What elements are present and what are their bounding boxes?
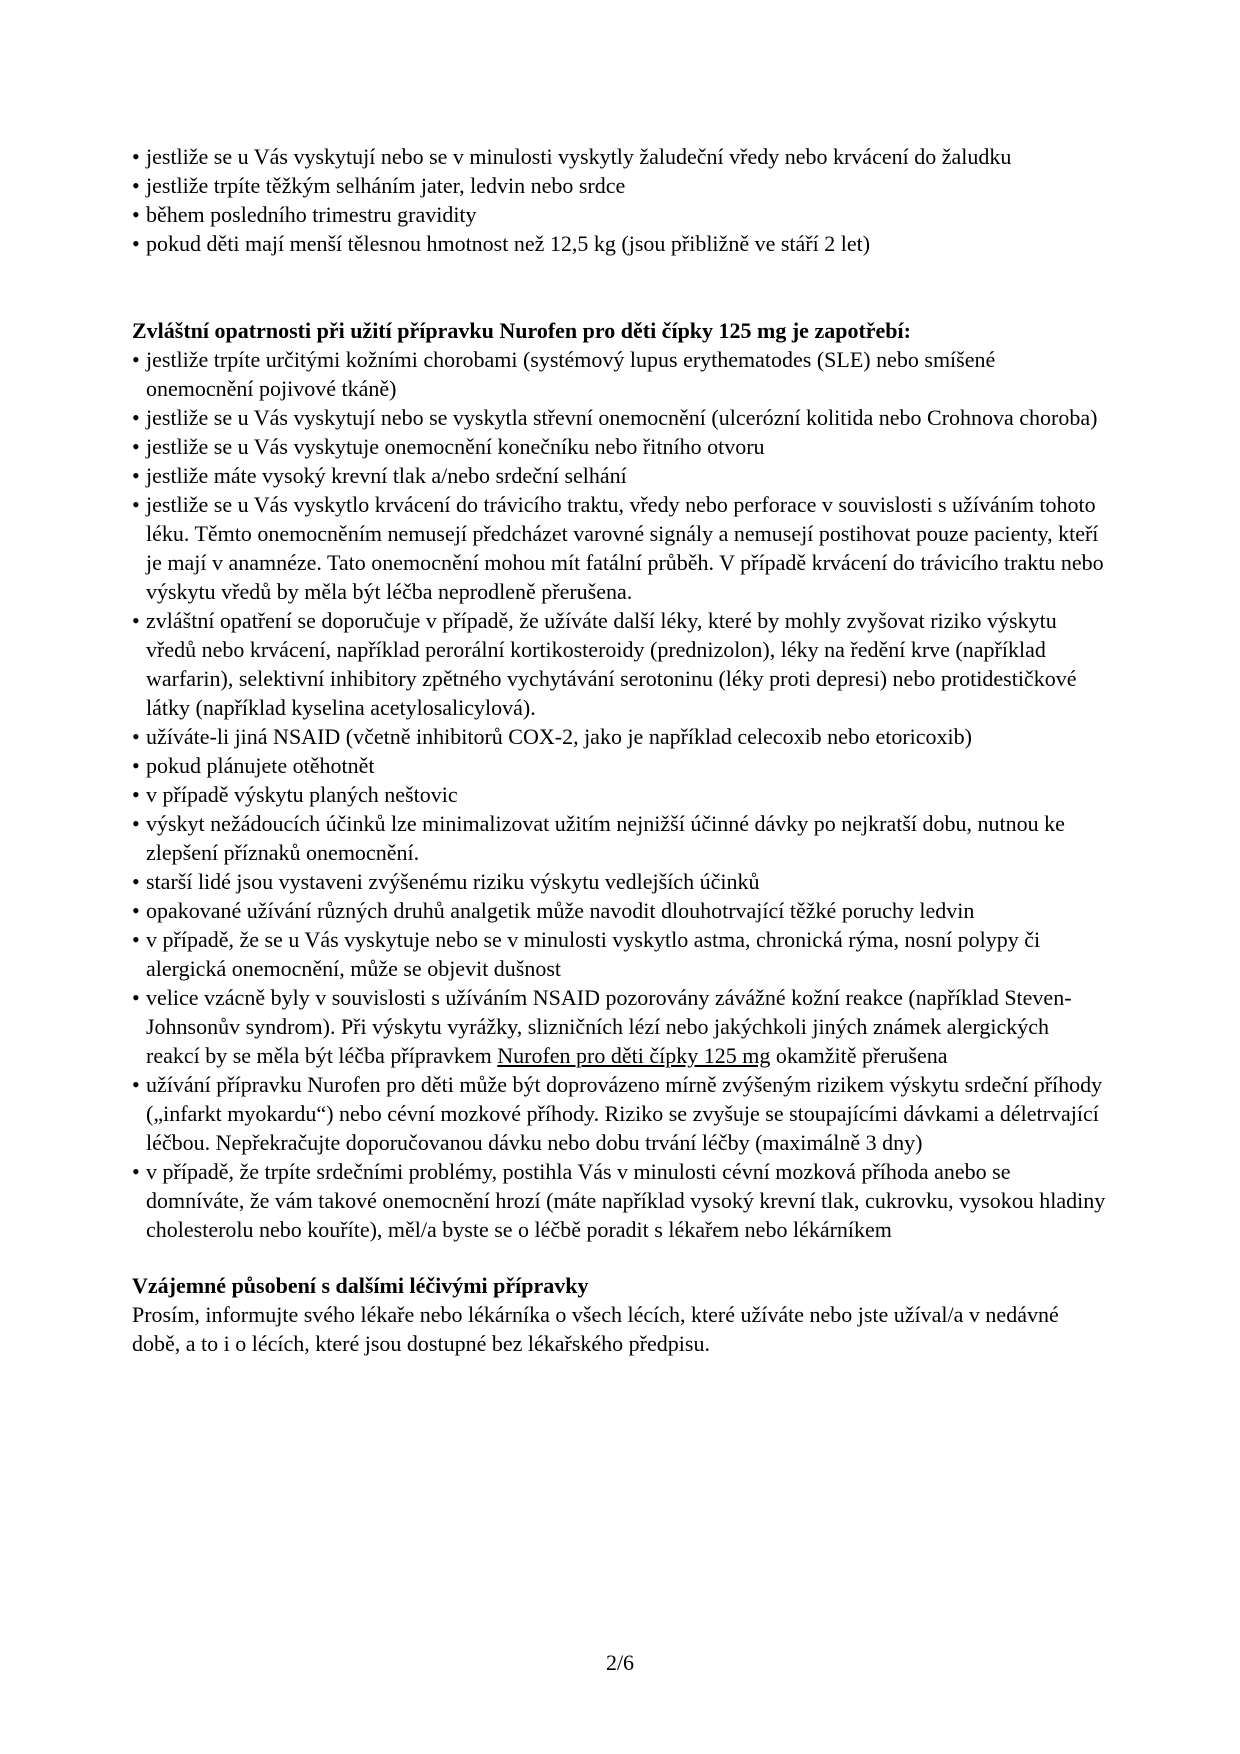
bullet-text: jestliže se u Vás vyskytuje onemocnění konečníku nebo řitního otvoru — [146, 434, 765, 459]
bullet-text: pokud děti mají menší tělesnou hmotnost než 12,5 kg (jsou přibližně ve stáří 2 let) — [146, 231, 871, 256]
bullet-text: opakované užívání různých druhů analgetik může navodit dlouhotrvající těžké poruchy ledvin — [146, 898, 975, 923]
bullet-item — [132, 867, 1107, 896]
bullet-item — [132, 229, 1107, 258]
bullet-item — [132, 925, 1107, 983]
paragraph: Prosím, informujte svého lékaře nebo lékárníka o všech lécích, které užíváte nebo jste užíval/a v nedávné době, a to i o lécích, které jsou dostupné bez lékařského předpisu. — [132, 1302, 1059, 1356]
bullet-text: užívání přípravku Nurofen pro děti může být doprovázeno mírně zvýšeným rizikem výskytu srdeční příhody („infarkt myokardu“) nebo cévní mozkové příhody. Riziko se zvyšuje se stoupajícími dávkami a déletrvající léčbou. Nepřekračujte doporučovanou dávku nebo dobu trvání léčby (maximálně 3 dny) — [146, 1072, 1103, 1155]
bullet-item — [132, 461, 1107, 490]
bullet-text: výskyt nežádoucích účinků lze minimalizovat užitím nejnižší účinné dávky po nejkratší dobu, nutnou ke zlepšení příznaků onemocnění. — [146, 811, 1065, 865]
bullet-text: v případě, že trpíte srdečními problémy, postihla Vás v minulosti cévní mozková příhoda anebo se domníváte, že vám takové onemocnění hrozí (máte například vysoký krevní tlak, cukrovku, vysokou hladiny cholesterolu nebo kouříte), měl/a byste se o léčbě poradit s lékařem nebo lékárníkem — [146, 1159, 1106, 1242]
bullet-text: jestliže se u Vás vyskytují nebo se v minulosti vyskytly žaludeční vředy nebo krvácení do žaludku — [146, 144, 1012, 169]
bullet-item — [132, 432, 1107, 461]
bullet-item — [132, 490, 1107, 606]
bullet-text: v případě, že se u Vás vyskytuje nebo se v minulosti vyskytlo astma, chronická rýma, nosní polypy či alergická onemocnění, může se objevit dušnost — [146, 927, 1041, 981]
bullet-item — [132, 722, 1107, 751]
bullet-list — [132, 142, 1107, 258]
bullet-item — [132, 606, 1107, 722]
bullet-text: zvláštní opatření se doporučuje v případě, že užíváte další léky, které by mohly zvyšovat riziko výskytu vředů nebo krvácení, například perorální kortikosteroidy (prednizolon), léky na ředění krve (například warfarin), selektivní inhibitory zpětného vychytávání serotoninu (léky proti depresi) nebo protidestičkové látky (například kyselina acetylosalicylová). — [146, 608, 1077, 720]
page-number: 2/6 — [605, 1650, 635, 1675]
bullet-item — [132, 345, 1107, 403]
document-content — [132, 142, 1107, 1358]
bullet-text: starší lidé jsou vystaveni zvýšenému riziku výskytu vedlejších účinků — [146, 869, 760, 894]
bullet-item — [132, 751, 1107, 780]
bullet-item — [132, 983, 1107, 1070]
bullet-item — [132, 809, 1107, 867]
section-heading: Zvláštní opatrnosti při užití přípravku Nurofen pro děti čípky 125 mg je zapotřebí: — [132, 318, 911, 343]
bullet-text: jestliže máte vysoký krevní tlak a/nebo srdeční selhání — [146, 463, 627, 488]
bullet-text: okamžitě přerušena — [770, 1043, 948, 1068]
bullet-text: v případě výskytu planých neštovic — [146, 782, 458, 807]
bullet-item — [132, 896, 1107, 925]
bullet-text: velice vzácně byly v souvislosti s užíváním NSAID pozorovány závážné kožní reakce (například Steven-Johnsonův syndrom). Při výskytu vyrážky, slizničních lézí nebo jakýchkoli jiných známek alergických reakcí by se měla být léčba přípravkem — [146, 985, 1072, 1068]
section-heading: Vzájemné působení s dalšími léčivými přípravky — [132, 1273, 589, 1298]
bullet-item — [132, 142, 1107, 171]
bullet-text: během posledního trimestru gravidity — [146, 202, 477, 227]
bullet-item — [132, 1157, 1107, 1244]
bullet-item — [132, 780, 1107, 809]
bullet-text: jestliže se u Vás vyskytují nebo se vyskytla střevní onemocnění (ulcerózní kolitida nebo Crohnova choroba) — [146, 405, 1098, 430]
bullet-text: jestliže se u Vás vyskytlo krvácení do trávicího traktu, vředy nebo perforace v souvislosti s užíváním tohoto léku. Těmto onemocněním nemusejí předcházet varovné signály a nemusejí postihovat pouze pacienty, kteří je mají v anamnéze. Tato onemocnění mohou mít fatální průběh. V případě krvácení do trávicího traktu nebo výskytu vředů by měla být léčba neprodleně přerušena. — [146, 492, 1104, 604]
bullet-item — [132, 403, 1107, 432]
bullet-text: pokud plánujete otěhotnět — [146, 753, 375, 778]
bullet-item — [132, 171, 1107, 200]
bullet-text: jestliže trpíte těžkým selháním jater, ledvin nebo srdce — [146, 173, 626, 198]
bullet-text: jestliže trpíte určitými kožními chorobami (systémový lupus erythematodes (SLE) nebo smíšené onemocnění pojivové tkáně) — [146, 347, 996, 401]
bullet-item — [132, 200, 1107, 229]
bullet-text: užíváte-li jiná NSAID (včetně inhibitorů COX-2, jako je například celecoxib nebo etoricoxib) — [146, 724, 972, 749]
underlined-product-name: Nurofen pro děti čípky 125 mg — [497, 1043, 771, 1068]
bullet-list — [132, 345, 1107, 1244]
bullet-item — [132, 1070, 1107, 1157]
